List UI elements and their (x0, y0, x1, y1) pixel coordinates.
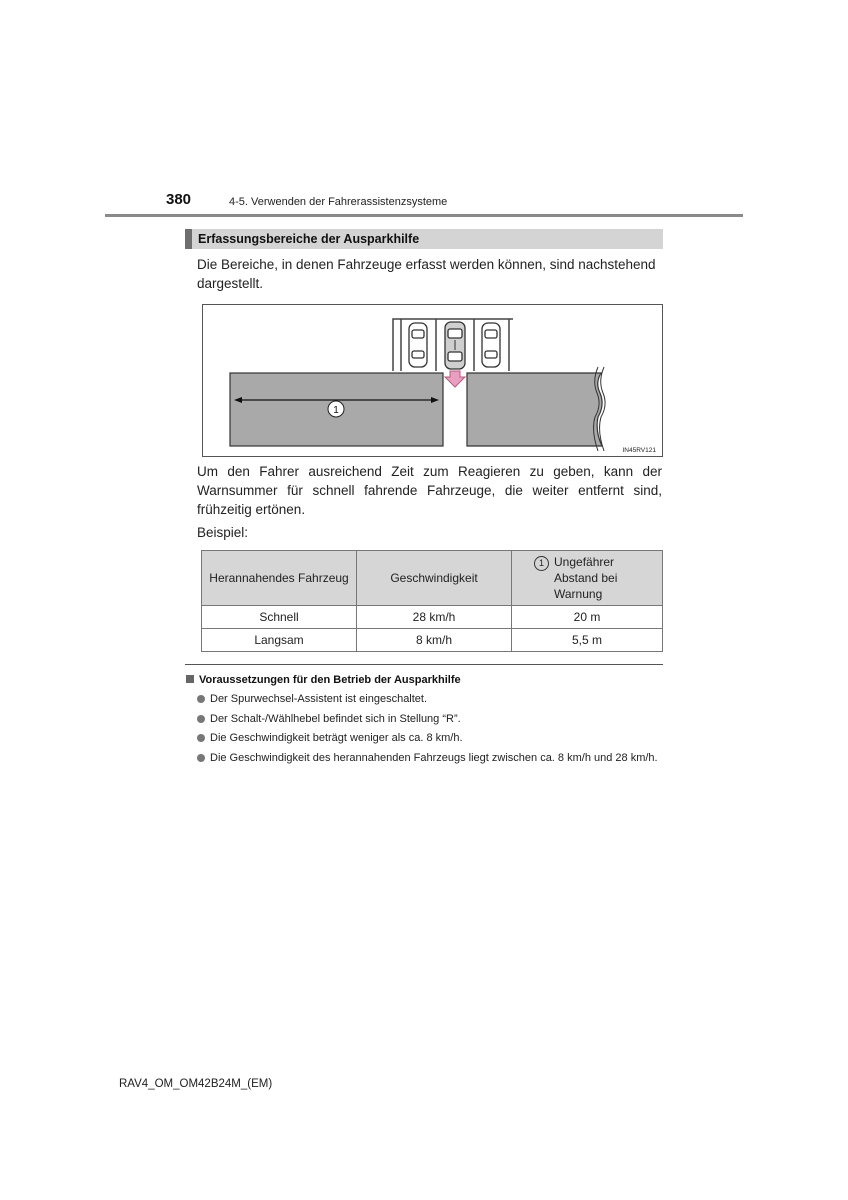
list-item (197, 692, 663, 708)
warning-distance-table (201, 550, 663, 652)
detection-area-figure (202, 304, 663, 457)
section-rule (185, 664, 663, 665)
header-distance (512, 551, 663, 606)
bullet-dot-icon (197, 715, 205, 723)
header-rule (105, 214, 743, 217)
header-speed: Geschwindigkeit (357, 551, 512, 606)
figure-code: IN45RV121 (622, 447, 656, 454)
square-bullet-icon (186, 675, 194, 683)
list-item-text: Der Spurwechsel-Assistent ist eingeschaltet. (210, 693, 428, 705)
bullet-dot-icon (197, 695, 205, 703)
table-row (202, 606, 663, 629)
section-heading (185, 229, 663, 249)
header-distance-line: Abstand bei (554, 571, 618, 585)
list-item (197, 712, 663, 728)
bullet-dot-icon (197, 734, 205, 742)
list-item-text: Der Schalt-/Wählhebel befindet sich in Stellung “R”. (210, 712, 461, 725)
bullet-dot-icon (197, 754, 205, 762)
warning-paragraph: Um den Fahrer ausreichend Zeit zum Reagieren zu geben, kann der Warnsummer für schnell fahrende Fahrzeuge, die weiter entfernt sind, frühzeitig ertönen. (197, 464, 662, 517)
cell-distance: 20 m (512, 606, 663, 629)
table-row (202, 629, 663, 652)
section-path: 4-5. Verwenden der Fahrerassistenzsysteme (229, 196, 448, 208)
heading-accent (185, 229, 192, 249)
table-header-row (202, 551, 663, 606)
detection-area-diagram (203, 305, 662, 456)
section-heading-text: Erfassungsbereiche der Ausparkhilfe (198, 232, 420, 246)
header-distance-line: Ungefährer (554, 555, 615, 569)
reversing-car-icon (445, 322, 465, 369)
prerequisites-heading (186, 674, 461, 686)
detection-area-right (467, 373, 602, 446)
list-item-text: Die Geschwindigkeit beträgt weniger als ca. 8 km/h. (210, 732, 463, 744)
down-arrow-icon (445, 371, 465, 387)
cell-speed: 8 km/h (357, 629, 512, 652)
intro-paragraph: Die Bereiche, in denen Fahrzeuge erfasst werden können, sind nachstehend dargestellt. (197, 257, 656, 291)
prerequisites-list (197, 692, 663, 770)
cell-distance: 5,5 m (512, 629, 663, 652)
page-number: 380 (166, 191, 192, 208)
footer-code: RAV4_OM_OM42B24M_(EM) (119, 1078, 273, 1090)
list-item-text: Die Geschwindigkeit des herannahenden Fahrzeugs liegt zwischen ca. 8 km/h und 28 km/h. (210, 751, 658, 764)
prerequisites-heading-text: Voraussetzungen für den Betrieb der Ausparkhilfe (199, 674, 461, 686)
cell-speed: 28 km/h (357, 606, 512, 629)
cell-vehicle: Langsam (202, 629, 357, 652)
header-distance-line: Warnung (554, 587, 603, 601)
callout-number: 1 (333, 405, 339, 416)
example-label: Beispiel: (197, 525, 249, 540)
callout-number: 1 (534, 556, 549, 571)
parked-car-icon (409, 323, 427, 367)
parked-car-icon (482, 323, 500, 367)
cell-vehicle: Schnell (202, 606, 357, 629)
list-item (197, 751, 663, 767)
header-vehicle: Herannahendes Fahrzeug (202, 551, 357, 606)
list-item (197, 731, 663, 747)
